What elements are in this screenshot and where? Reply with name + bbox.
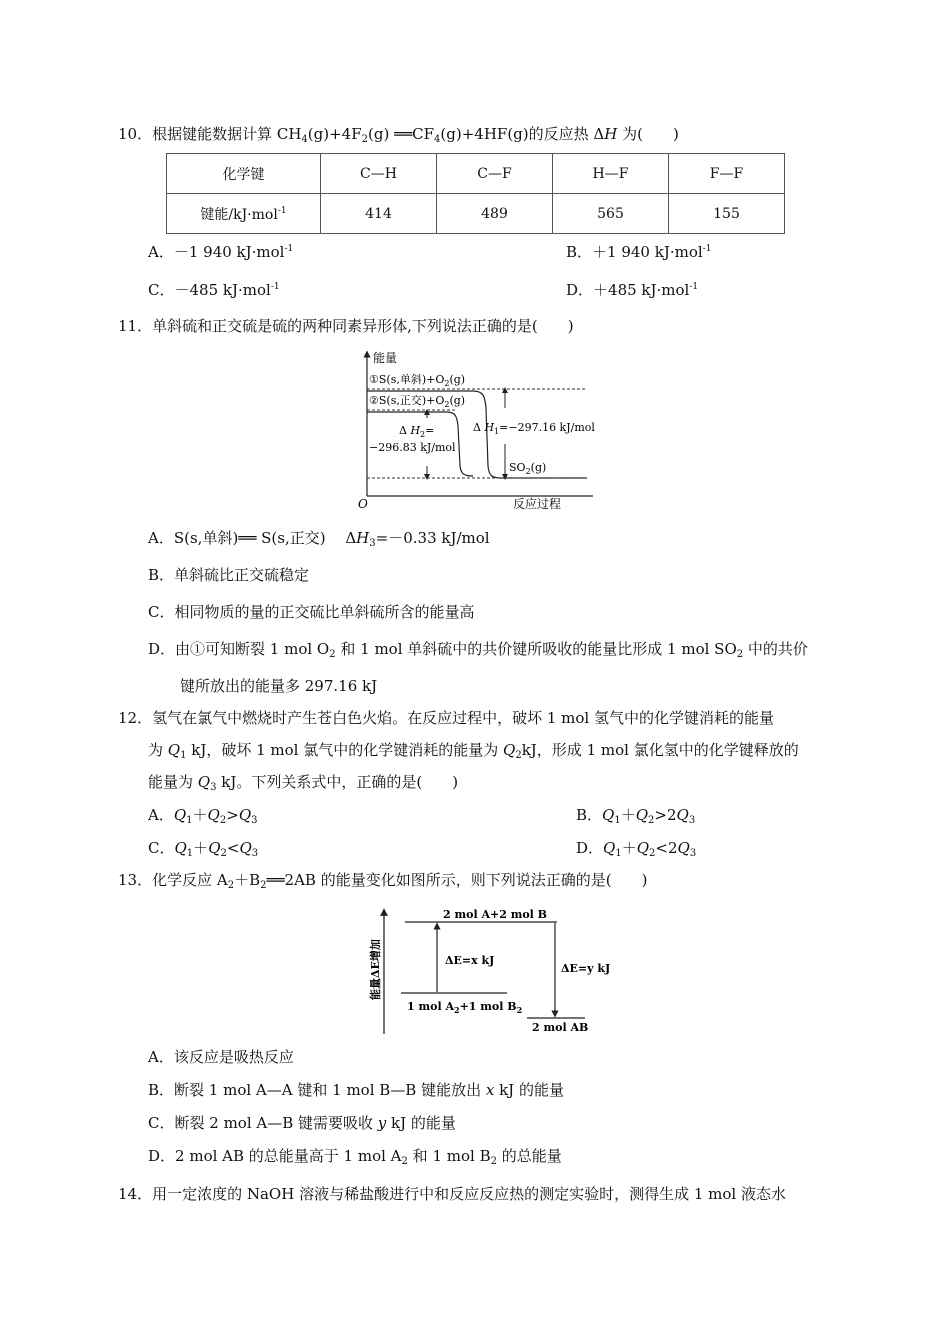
q13-option-a: A．该反应是吸热反应 — [148, 1048, 294, 1066]
y-axis-label: 能量 — [373, 351, 398, 365]
dh2-label: Δ $H_2=$ — [399, 424, 435, 439]
q12-option-a: A．$Q_1+Q_2>Q_3$ — [148, 806, 258, 826]
level1-label: ①S(s,单斜)$+O_2(g)$ — [369, 373, 466, 388]
q13-option-b: B．断裂 1 mol A—A 键和 1 mol B—B 键能放出 x kJ 的能量 — [148, 1081, 564, 1099]
table-header-cell: 化学键 — [167, 154, 321, 194]
table-row — [167, 194, 785, 234]
x-arrow-label: ΔE=x kJ — [445, 954, 495, 967]
table-cell: 155 — [669, 194, 785, 234]
q11-option-b: B．单斜硫比正交硫稳定 — [148, 566, 310, 584]
table-cell: 565 — [553, 194, 669, 234]
table-header-cell: F—F — [669, 154, 785, 194]
table-header-cell: C—H — [321, 154, 437, 194]
q12-option-c: C．$Q_1+Q_2<Q_3$ — [148, 839, 259, 859]
table-header-cell: H—F — [553, 154, 669, 194]
mid-level-label: 1 mol $A_2+1$ mol $B_2$ — [407, 1000, 523, 1015]
q10-option-b: B．＋1 940 kJ·mol$^{-1}$ — [566, 243, 712, 261]
level2-label: ②S(s,正交)$+O_2(g)$ — [369, 394, 466, 409]
bottom-level-label: 2 mol AB — [532, 1021, 589, 1034]
q10-stem: 10．根据键能数据计算 $CH_4(g)+4F_2(g)$ $══CF_4(g)+4HF(g)$的反应热 ΔH 为( ) — [118, 125, 679, 145]
q11-option-d: D．由①可知断裂 1 mol $O_2$ 和 1 mol 单斜硫中的共价键所吸收的能量比形成 1 mol $SO_2$ 中的共价 — [148, 640, 808, 660]
q11-option-d-cont: 键所放出的能量多 297.16 kJ — [180, 677, 378, 695]
table-header-row — [167, 154, 785, 194]
q12-stem-line3: 能量为 $Q_3$ kJ。下列关系式中，正确的是( ) — [148, 773, 459, 793]
top-level-label: 2 mol A+2 mol B — [443, 908, 547, 921]
x-axis-label: 反应过程 — [513, 497, 562, 511]
q10-option-a: A．－1 940 kJ·mol$^{-1}$ — [148, 243, 294, 261]
y-axis-label: 能量ΔE增加 — [369, 939, 382, 1000]
y-arrow-label: ΔE=y kJ — [561, 962, 611, 975]
dh2-value: −296.83 kJ/mol — [369, 441, 456, 454]
q11-option-a: A．S(s,单斜)══ S(s,正交) $\Delta H_3=-0.33$ kJ/mol — [148, 529, 490, 549]
q12-stem-line2: 为 $Q_1$ kJ，破坏 1 mol 氯气中的化学键消耗的能量为 $Q_2kJ$，形成 1 mol 氯化氢中的化学键释放的 — [148, 741, 799, 761]
table-cell: 414 — [321, 194, 437, 234]
table-cell: 489 — [437, 194, 553, 234]
q12-option-d: D．$Q_1+Q_2<2Q_3$ — [576, 839, 697, 859]
q10-option-c: C．－485 kJ·mol$^{-1}$ — [148, 281, 280, 299]
q13-stem: 13．化学反应 $A_2+B_2══2AB$ 的能量变化如图所示，则下列说法正确的是( ) — [118, 871, 648, 891]
q10-option-d: D．＋485 kJ·mol$^{-1}$ — [566, 281, 699, 299]
q14-stem: 14．用一定浓度的 NaOH 溶液与稀盐酸进行中和反应反应热的测定实验时，测得生成 1 mol 液态水 — [118, 1185, 786, 1203]
bond-energy-table — [166, 153, 785, 234]
dh1-label: Δ $H_1=-297.16$ kJ/mol — [473, 421, 595, 436]
q11-option-c: C．相同物质的量的正交硫比单斜硫所含的能量高 — [148, 603, 475, 621]
table-header-cell: C—F — [437, 154, 553, 194]
table-row-label: 键能/kJ·mol$^{-1}$ — [167, 194, 321, 234]
sulfur-energy-diagram — [355, 348, 605, 513]
q13-option-c: C．断裂 2 mol A—B 键需要吸收 y kJ 的能量 — [148, 1114, 456, 1132]
ab-energy-diagram — [365, 900, 611, 1040]
q12-stem-line1: 12．氢气在氯气中燃烧时产生苍白色火焰。在反应过程中，破坏 1 mol 氢气中的化学键消耗的能量 — [118, 709, 774, 727]
q13-option-d: D．2 mol AB 的总能量高于 1 mol $A_2$ 和 1 mol $B_2$ 的总能量 — [148, 1147, 562, 1167]
q11-stem: 11．单斜硫和正交硫是硫的两种同素异形体,下列说法正确的是( ) — [118, 317, 574, 335]
q12-option-b: B．$Q_1+Q_2>2Q_3$ — [576, 806, 696, 826]
origin-label: O — [358, 497, 368, 511]
product-label: $SO_2(g)$ — [509, 461, 547, 476]
